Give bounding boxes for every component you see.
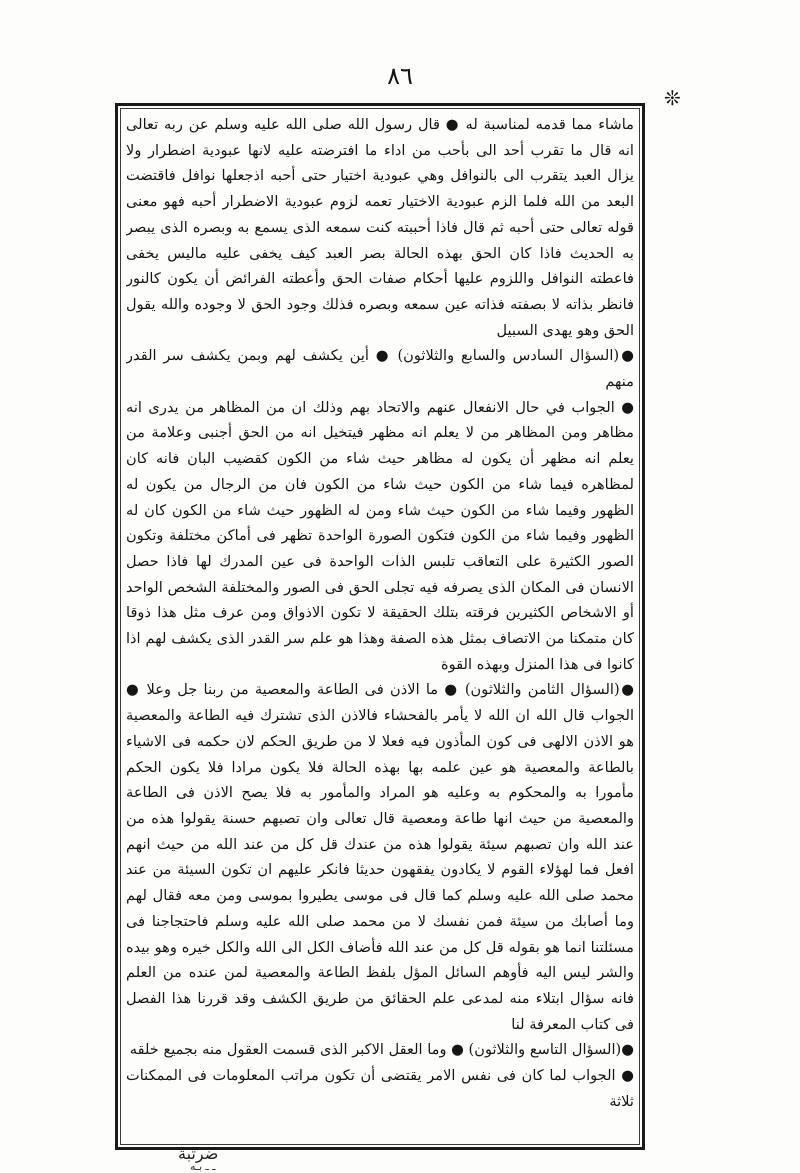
main-text	[126, 112, 634, 1142]
answer-39: ● الجواب لما كان فى نفس الامر يقتضى أن تكون مراتب المعلومات فى الممكنات ثلاثة	[126, 1067, 634, 1110]
catchword-sub: ـ ـ بـه	[190, 1160, 216, 1173]
question-36-37: ●(السؤال السادس والسابع والثلاثون) ● أين يكشف لهم وبمن يكشف سر القدر منهم	[126, 347, 634, 391]
page-ornament-icon: ❊	[664, 86, 681, 110]
answer-36-37: ● الجواب في حال الانفعال عنهم والاتحاد بهم وذلك ان من المظاهر من يدرى انه مظاهر ومن المظاهر من لا يعلم انه مظهر فيتخيل انه من الحق أجنبى وعلامة من يعلم انه مظهر أن يكون له مظاهر حيث شاء من الكون كقضيب البان فانه كان لمظاهره فيما شاء من الكون حيث شاء من الكون فان من الرجال من يكون له الظهور وفيما شاء من الكون حيث شاء ومن له الظهور حيث شاء من الكون كان له الظهور وفيما شاء من الكون فتكون الصورة الواحدة تظهر فى أماكن مختلفة وتكون الصور الكثيرة على التعاقب تلبس الذات الواحدة فى عين المدرك لها فاذا حصل الانسان فى المكان الذى يصرفه فيه تجلى الحق فى الصور والمختلفة الشخص الواحد أو الاشخاص الكثيرين فرقته بتلك الحقيقة لا تكون الاذواق ومن عرف مثل هذا ذوقا كان متمكنا من الاتصاف بمثل هذه الصفة وهذا هو علم سر القدر الذى يكشف لهم اذا كانوا فى هذا المنزل وبهذه القوة	[126, 398, 634, 673]
page-number: ٨٦	[387, 62, 413, 90]
question-39: ●(السؤال التاسع والثلاثون) ● وما العقل الاكبر الذى قسمت العقول منه بجميع خلقه	[129, 1041, 634, 1059]
question-answer-38: ●(السؤال الثامن والثلاثون) ● ما الاذن فى الطاعة والمعصية من ربنا جل وعلا ● الجواب قال الله ان الله لا يأمر بالفحشاء فالاذن الذى تشترك فيه الطاعة والمعصية هو الاذن الالهى فى كون المأذون فيه فعلا لا من طريق الحكم لان حكمه فى الاشياء بالطاعة والمعصية هو عين علمه بها بهذه الحالة فلا يكون مرادا فلا يكون الحكم مأمورا به والمحكوم به وعليه هو المراد والمأمور به فلا يصح الاذن فى الطاعة والمعصية من حيث انها طاعة ومعصية قال تعالى وان تصبهم حسنة يقولوا هذه من عند الله وان تصبهم سيئة يقولوا هذه من عندك قل كل من عند الله من حيث انهم افعل فما لهؤلاء القوم لا يكادون يفقهون حديثا فانكر عليهم ان تكون السيئة من عند محمد صلى الله عليه وسلم كما قال فى موسى يطيروا بموسى ومن معه فقال لهم وما أصابك من سيئة فمن نفسك لا من محمد صلى الله عليه وسلم فاحتجاجنا فى مسئلتنا انما هو بقوله قل كل من عند الله فأضاف الكل الى الله والكل خيره وهو بيده والشر ليس اليه فأوهم السائل المؤل بلفظ الطاعة والمعصية لمن عنده من العلم فانه سؤال ابتلاء منه لمدعى علم الحقائق من طريق الكشف وقد قررنا هذا الفصل فى كتاب المعرفة لنا	[126, 681, 634, 1033]
catchword: ضرتبة	[178, 1144, 219, 1163]
paragraph-hadith: ماشاء مما قدمه لمناسبة له ● قال رسول الله صلى الله عليه وسلم عن ربه تعالى انه قال ما تقرب أحد الى بأحب من اداء ما افترضته عليه لانها عبودية اضطرار ولا يزال العبد يتقرب الى بالنوافل وهي عبودية اختيار حتى أحبه اذجعلها نوافل فاقتضت البعد من الله فلما الزم عبودية الاختيار تعمه لزوم عبودية الاضطرار أحبه فهو معنى قوله تعالى حتى أحبه ثم قال فاذا أحببته كنت سمعه الذى يسمع به وبصره الذى يبصر به الحديث فاذا كان الحق بهذه الحالة بصر العبد كيف يخفى عليه ماليس يخفى فاعطته النوافل واللزوم عليها أحكام صفات الحق وأعطته الفرائض أن يكون كالنور فانظر بذاته لا بصفته فذاته عين سمعه وبصره فذلك وجود الحق لا وجوده والله يقول الحق وهو يهدى السبيل	[126, 116, 634, 339]
